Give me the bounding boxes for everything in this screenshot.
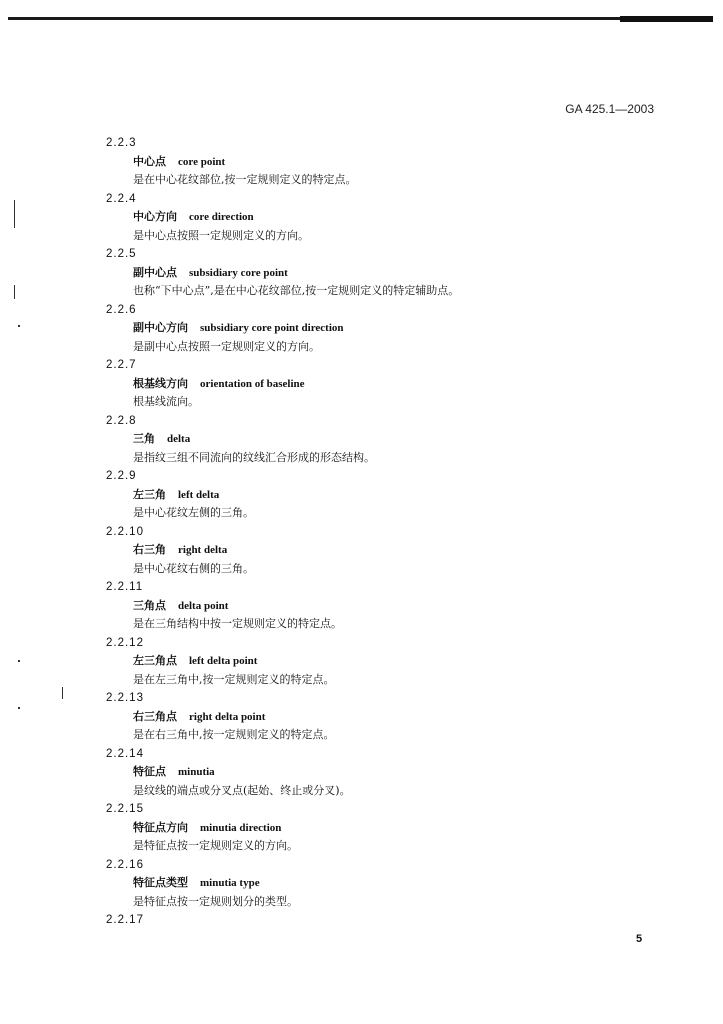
entry-2-2-4 [106, 190, 666, 246]
standard-code: GA 425.1—2003 [565, 102, 654, 116]
entry-number: 2.2.14 [106, 747, 144, 760]
entry-number: 2.2.7 [106, 359, 137, 371]
entry-term [106, 652, 666, 671]
entry-term [106, 819, 666, 838]
term-zh: 右三角 [133, 543, 166, 556]
entry-term [106, 153, 666, 172]
scan-mark [18, 325, 20, 327]
page-number: 5 [636, 933, 643, 945]
entry-number: 2.2.9 [106, 470, 137, 482]
top-rule-thick [620, 16, 713, 22]
entry-definition: 是中心花纹右侧的三角。 [133, 561, 254, 575]
entry-number: 2.2.12 [106, 636, 144, 649]
entry-definition: 是在右三角中,按一定规则定义的特定点。 [133, 728, 335, 741]
term-en: core direction [189, 211, 254, 223]
term-en: right delta [178, 544, 228, 556]
entry-term [106, 541, 666, 560]
term-zh: 中心方向 [133, 210, 177, 223]
term-en: minutia type [200, 877, 260, 889]
term-en: minutia [178, 766, 215, 778]
term-zh: 副中心点 [133, 265, 177, 279]
entry-2-2-8 [106, 412, 666, 468]
entry-number: 2.2.15 [106, 803, 144, 815]
entry-2-2-3 [106, 134, 666, 190]
entry-definition: 是指纹三组不同流向的纹线汇合形成的形态结构。 [133, 450, 375, 464]
term-en: minutia direction [200, 821, 282, 834]
entry-2-2-15 [106, 800, 666, 856]
term-zh: 特征点 [133, 765, 166, 778]
entry-term [106, 208, 666, 227]
entry-number: 2.2.13 [106, 692, 144, 704]
term-en: delta point [178, 599, 229, 612]
scan-mark [18, 707, 20, 709]
entry-2-2-14 [106, 745, 666, 801]
entry-number: 2.2.4 [106, 192, 137, 205]
entry-2-2-11 [106, 578, 666, 634]
top-rule [8, 17, 713, 20]
entry-term [106, 708, 666, 727]
entry-term [106, 264, 666, 283]
term-en: left delta [178, 488, 220, 501]
entry-2-2-5 [106, 245, 666, 301]
entry-2-2-16 [106, 856, 666, 912]
entry-2-2-9 [106, 467, 666, 523]
entry-2-2-12 [106, 634, 666, 690]
scan-mark [14, 285, 15, 299]
entry-term [106, 763, 666, 782]
term-zh: 右三角点 [133, 709, 177, 723]
entry-definition: 是在三角结构中按一定规则定义的特定点。 [133, 617, 342, 630]
entry-definition: 是中心点按照一定规则定义的方向。 [133, 228, 309, 242]
term-zh: 左三角点 [133, 654, 177, 667]
entry-definition: 是特征点按一定规则定义的方向。 [133, 839, 298, 852]
term-zh: 左三角 [133, 487, 166, 501]
entry-definition: 是中心花纹左侧的三角。 [133, 506, 254, 519]
entry-definition: 是特征点按一定规则划分的类型。 [133, 894, 298, 908]
entry-definition: 是在左三角中,按一定规则定义的特定点。 [133, 672, 335, 686]
term-zh: 根基线方向 [133, 376, 188, 390]
entry-number: 2.2.3 [106, 137, 137, 149]
term-zh: 特征点方向 [133, 820, 188, 834]
term-zh: 副中心方向 [133, 321, 188, 334]
entry-definition: 是副中心点按照一定规则定义的方向。 [133, 339, 320, 353]
scan-mark [62, 687, 63, 699]
entry-term [106, 597, 666, 616]
entry-2-2-7 [106, 356, 666, 412]
entry-term [106, 486, 666, 505]
entry-term [106, 375, 666, 394]
entry-2-2-13 [106, 689, 666, 745]
term-zh: 特征点类型 [133, 876, 188, 889]
entry-definition: 是纹线的端点或分叉点(起始、终止或分叉)。 [133, 783, 351, 797]
scan-mark [18, 660, 20, 662]
entry-number: 2.2.10 [106, 525, 144, 538]
term-en: core point [178, 155, 226, 168]
entry-definition: 根基线流向。 [133, 395, 199, 408]
entry-number: 2.2.5 [106, 248, 137, 260]
entry-term [106, 319, 666, 338]
term-en: delta [167, 433, 191, 445]
scan-mark [14, 200, 15, 228]
entry-number: 2.2.8 [106, 414, 137, 427]
entry-number: 2.2.16 [106, 858, 144, 871]
term-zh: 中心点 [133, 154, 166, 168]
entry-number: 2.2.11 [106, 581, 144, 593]
entry-number: 2.2.6 [106, 303, 137, 316]
entry-definition: 也称“下中心点”,是在中心花纹部位,按一定规则定义的特定辅助点。 [133, 284, 460, 297]
term-en: subsidiary core point [189, 266, 288, 279]
term-en: right delta point [189, 710, 266, 723]
term-zh: 三角点 [133, 598, 166, 612]
entry-term [106, 430, 666, 449]
entry-2-2-10 [106, 523, 666, 579]
term-en: subsidiary core point direction [200, 322, 344, 334]
term-zh: 三角 [133, 432, 155, 445]
term-en: left delta point [189, 655, 258, 667]
entries-list [106, 134, 666, 930]
entry-2-2-6 [106, 301, 666, 357]
entry-number-trailing: 2.2.17 [106, 914, 144, 926]
entry-term [106, 874, 666, 893]
entry-definition: 是在中心花纹部位,按一定规则定义的特定点。 [133, 173, 357, 186]
term-en: orientation of baseline [200, 377, 305, 390]
